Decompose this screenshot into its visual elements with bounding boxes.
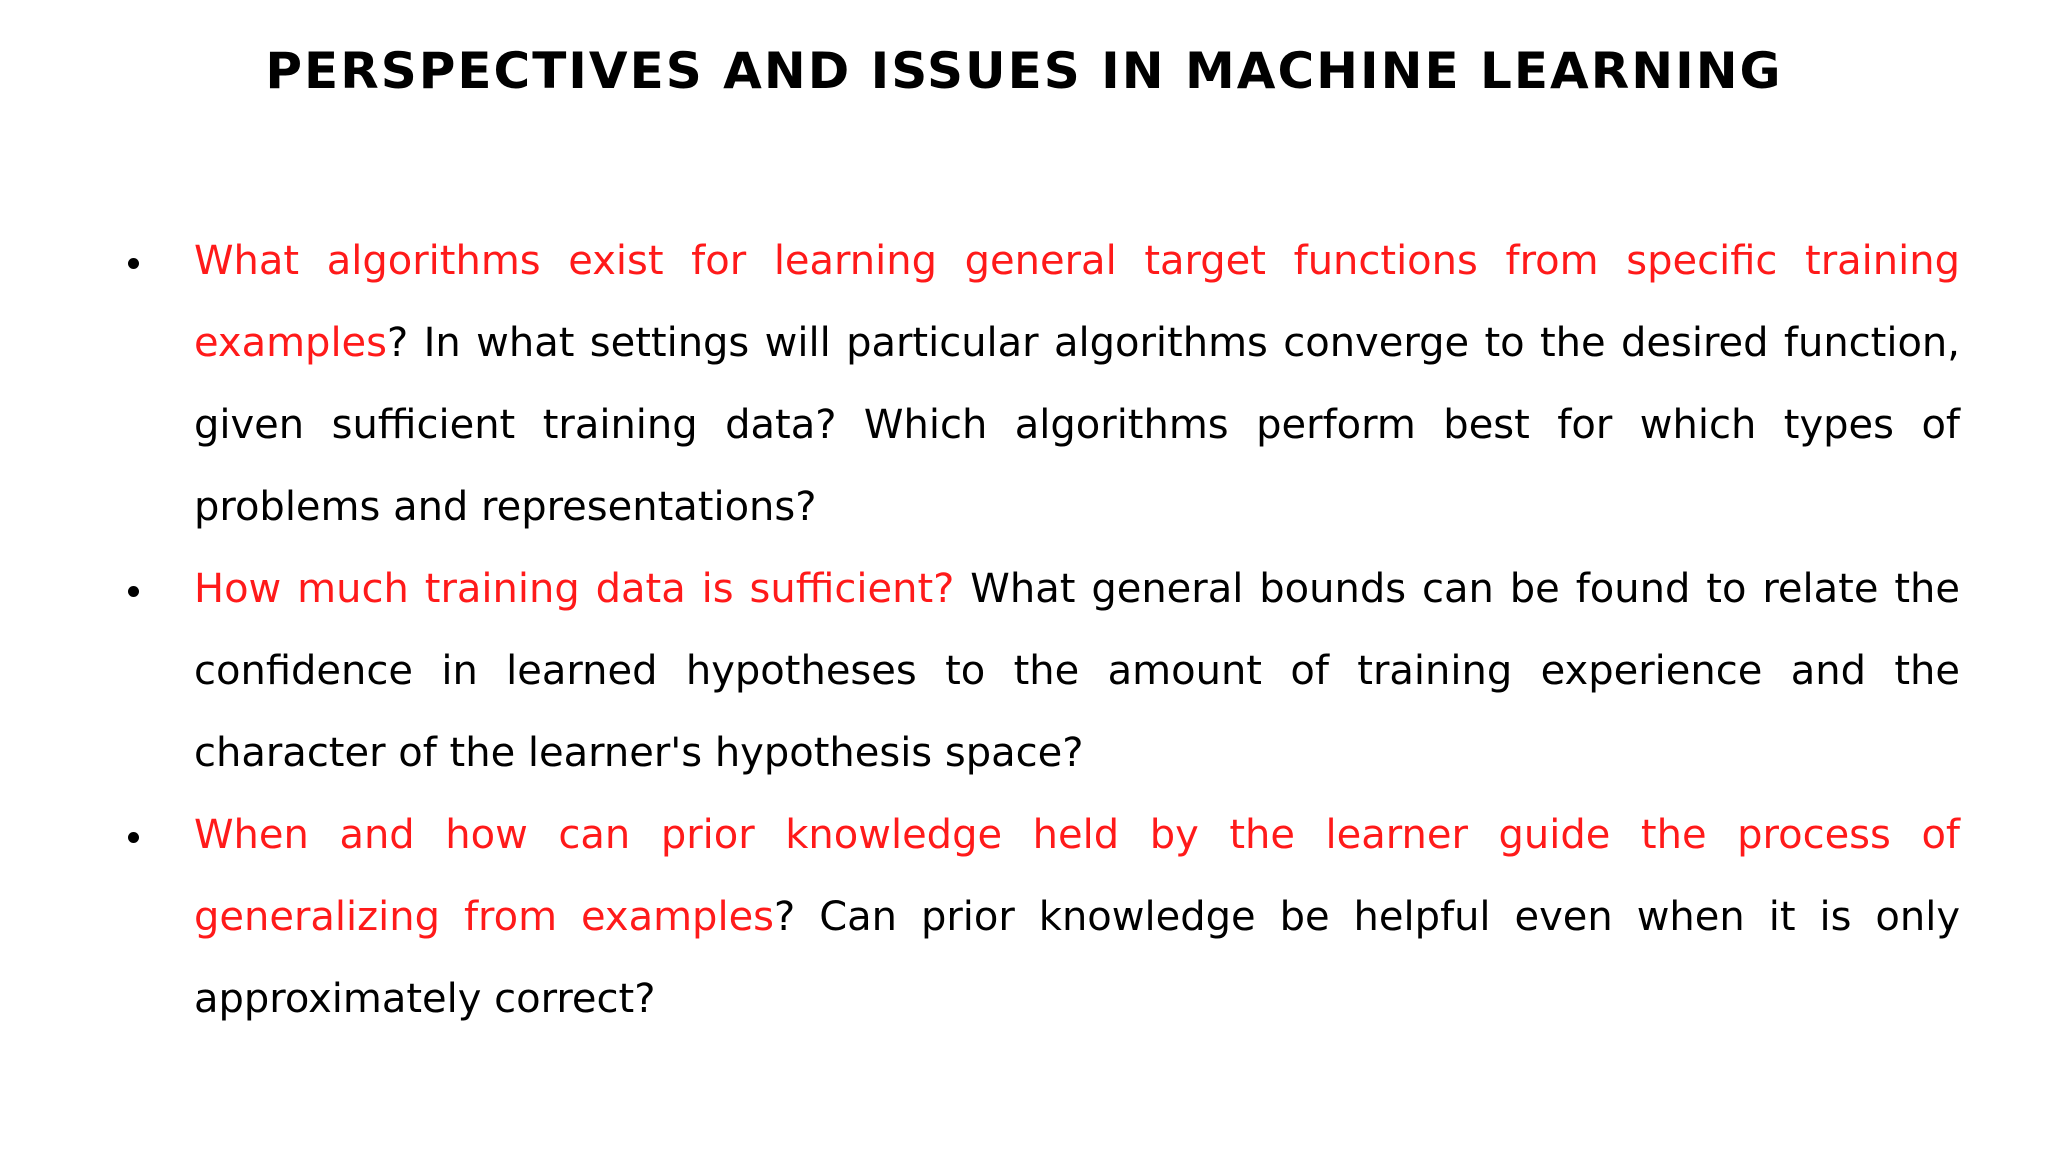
bullet-list: [120, 220, 1960, 1040]
bullet-highlight: When and how can prior knowledge held by the learner guide the process of generalizing from examples: [194, 812, 1960, 940]
bullet-text: ? Can prior knowledge be helpful even when it is only approximately correct?: [194, 894, 1960, 1022]
bullet-text: ? In what settings will particular algorithms converge to the desired function, given sufficient training data? Which algorithms perform best for which types of problems and representations?: [194, 320, 1960, 530]
bullet-highlight: What algorithms exist for learning general target functions from specific training examples: [194, 238, 1960, 366]
bullet-dot-icon: [128, 258, 139, 269]
bullet-item-1: [120, 220, 1960, 548]
bullet-item-3: [120, 794, 1960, 1040]
bullet-item-2: [120, 548, 1960, 794]
bullet-dot-icon: [128, 586, 139, 597]
bullet-highlight: How much training data is sufficient?: [194, 566, 955, 612]
bullet-dot-icon: [128, 832, 139, 843]
slide-title: PERSPECTIVES AND ISSUES IN MACHINE LEARNING: [265, 42, 1783, 100]
bullet-text: What general bounds can be found to relate the confidence in learned hypotheses to the amount of training experience and the character of the learner's hypothesis space?: [194, 566, 1960, 776]
